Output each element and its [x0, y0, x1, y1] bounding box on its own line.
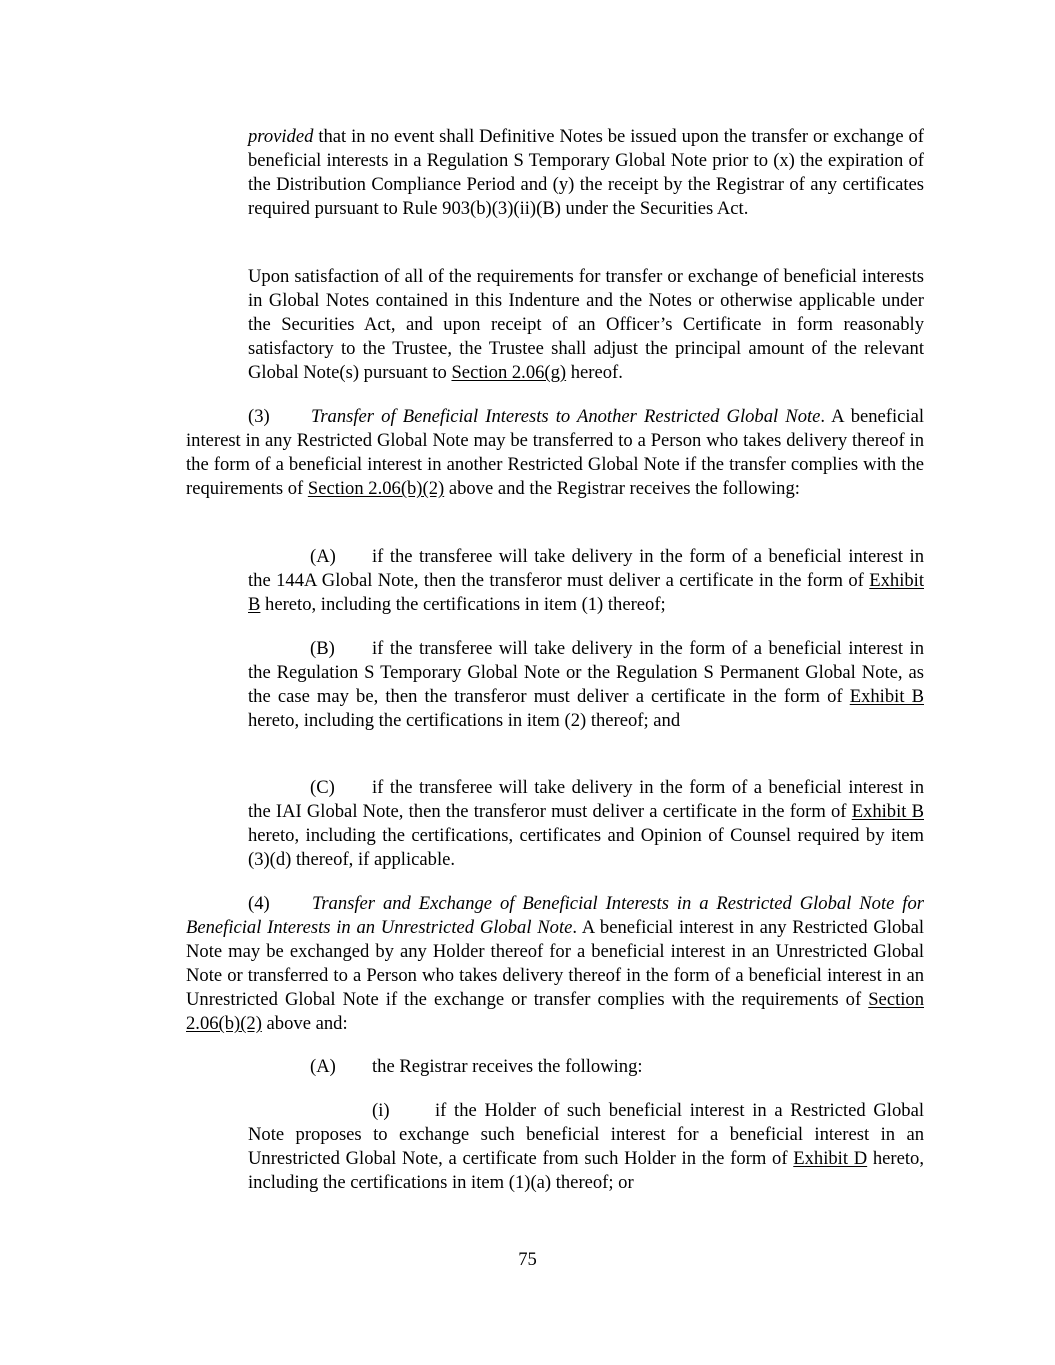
exhibit-reference: Exhibit B — [849, 686, 924, 707]
item-3b — [248, 637, 924, 733]
paragraph-provided-clause — [248, 125, 924, 221]
item-4a — [248, 1055, 924, 1079]
paragraph-upon-satisfaction — [248, 265, 924, 385]
italic-provided: provided — [248, 126, 314, 147]
item-label: (A) — [310, 546, 336, 567]
paragraph-text: that in no event shall Definitive Notes be issued upon the transfer or exchange of beneficial interests in a Regulation S Temporary Global Note prior to (x) the expiration of the Distribution Compliance Period and (y) the receipt by the Registrar of any certificates required pursuant to Rule 903(b)(3)(ii)(B) under the Securities Act. — [248, 126, 924, 219]
paragraph-text: Upon satisfaction of all of the requirements for transfer or exchange of beneficial interests in Global Notes contained in this Indenture and the Notes or otherwise applicable under the Securities Act, and upon receipt of an Officer’s Certificate in form reasonably satisfactory to the Trustee, the Trustee shall adjust the principal amount of the relevant Global Note(s) pursuant to — [248, 266, 924, 383]
section-heading: Transfer and Exchange of Beneficial Interests in a Restricted Global Note for Beneficial Interests in an Unrestricted Global Note — [186, 893, 924, 938]
paragraph-text: if the transferee will take delivery in the form of a beneficial interest in the IAI Global Note, then the transferor must deliver a certificate in the form of — [248, 777, 924, 822]
paragraph-text: if the transferee will take delivery in the form of a beneficial interest in the Regulation S Temporary Global Note or the Regulation S Permanent Global Note, as the case may be, then the transferor must deliver a certificate in the form of — [248, 638, 924, 707]
exhibit-reference: Exhibit D — [793, 1148, 868, 1169]
section-heading: Transfer of Beneficial Interests to Another Restricted Global Note — [311, 406, 821, 427]
item-3c — [248, 776, 924, 872]
section-number: (3) — [248, 406, 270, 427]
item-3a — [248, 545, 924, 617]
paragraph-text: above and the Registrar receives the following: — [444, 478, 800, 499]
item-label: (A) — [310, 1056, 336, 1077]
section-4-paragraph — [186, 892, 924, 1036]
paragraph-text: above and: — [261, 1013, 348, 1034]
exhibit-reference: Exhibit B — [248, 570, 924, 615]
paragraph-text: hereto, including the certifications, certificates and Opinion of Counsel required by item (3)(d) thereof, if applicable. — [248, 825, 924, 870]
paragraph-text: . A beneficial interest in any Restricted Global Note may be transferred to a Person who takes delivery thereof in the form of a beneficial interest in another Restricted Global Note if the transfer complies with the requirements of — [186, 406, 924, 499]
section-number: (4) — [248, 893, 270, 914]
item-label: (C) — [310, 777, 335, 798]
paragraph-text: hereto, including the certifications in item (2) thereof; and — [248, 710, 681, 731]
paragraph-text: hereof. — [566, 362, 623, 383]
paragraph-text: . A beneficial interest in any Restricted Global Note may be exchanged by any Holder thereof for a beneficial interest in an Unrestricted Global Note or transferred to a Person who takes delivery thereof in the form of a beneficial interest in an Unrestricted Global Note if the exchange or transfer complies with the requirements of — [186, 917, 924, 1010]
section-reference: Section 2.06(b)(2) — [307, 478, 445, 499]
paragraph-text: hereto, including the certifications in item (1)(a) thereof; or — [248, 1148, 924, 1193]
paragraph-text: if the Holder of such beneficial interest in a Restricted Global Note proposes to exchange such beneficial interest for a beneficial interest in an Unrestricted Global Note, a certificate from such Holder in the form of — [248, 1100, 924, 1169]
page-number: 75 — [518, 1249, 537, 1270]
section-3-paragraph — [186, 405, 924, 501]
item-label: (B) — [310, 638, 335, 659]
item-label: (i) — [372, 1100, 390, 1121]
exhibit-reference: Exhibit B — [851, 801, 925, 822]
item-4a-i — [248, 1099, 924, 1195]
paragraph-text: the Registrar receives the following: — [372, 1056, 643, 1077]
paragraph-text: if the transferee will take delivery in the form of a beneficial interest in the 144A Global Note, then the transferor must deliver a certificate in the form of — [248, 546, 924, 591]
section-reference: Section 2.06(b)(2) — [186, 989, 924, 1034]
paragraph-text: hereto, including the certifications in item (1) thereof; — [260, 594, 666, 615]
section-reference: Section 2.06(g) — [451, 362, 567, 383]
